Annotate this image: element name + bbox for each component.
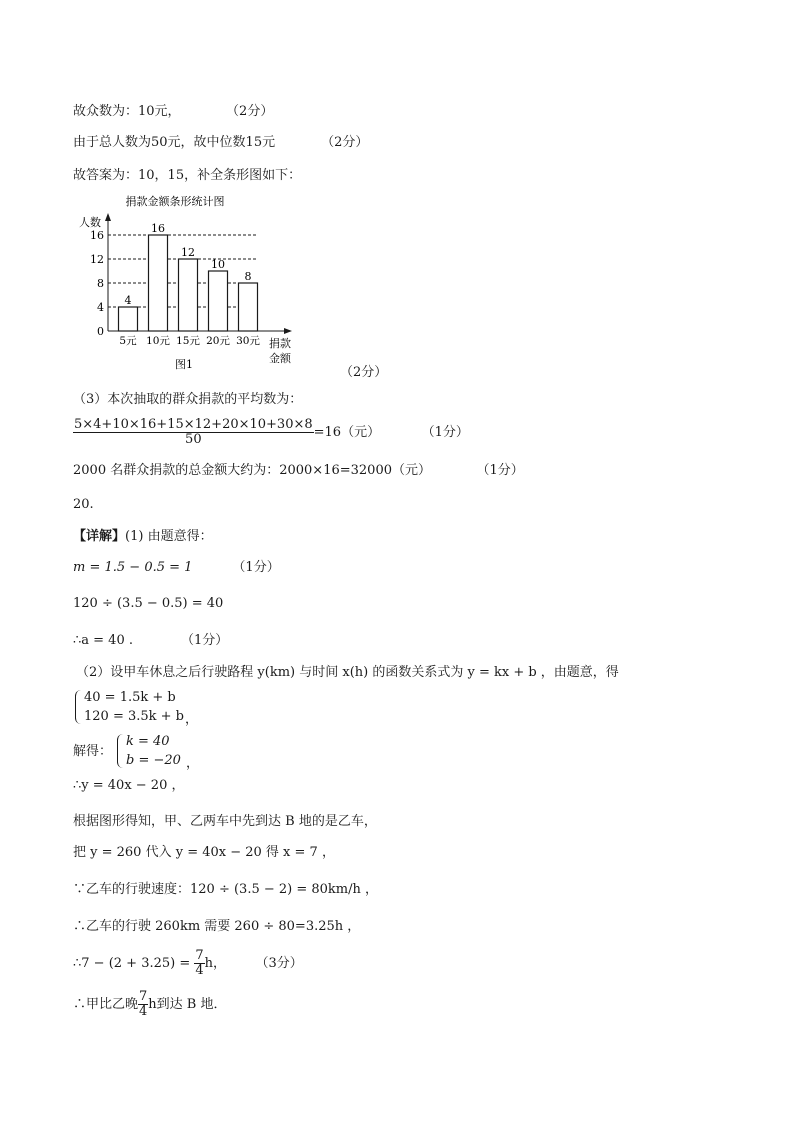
substitute-line: 把 y = 260 代入 y = 40x − 20 得 x = 7 ， [73, 845, 335, 860]
total-text: 2000 名群众捐款的总金额大约为：2000×16=32000（元） [73, 463, 431, 478]
m-text: m = 1.5 − 0.5 = 1 [73, 560, 193, 575]
system1-row2: 120 = 3.5k + b [84, 709, 185, 724]
conclusion-fraction [138, 990, 148, 1019]
chart-title: 捐款金额条形统计图 [125, 195, 225, 208]
a-score: （1分） [181, 633, 229, 648]
x-tick-label: 10元 [146, 335, 170, 347]
part2-intro-line: （2）设甲车休息之后行驶路程 y(km) 与时间 x(h) 的函数关系式为 y = kx + b ，由题意，得 [76, 665, 619, 680]
function-line: ∴y = 40x − 20 ， [73, 778, 185, 793]
system2-tail: ， [186, 756, 200, 771]
m-score: （1分） [232, 560, 280, 575]
answer-text: 故答案为：10，15，补全条形图如下： [73, 168, 302, 183]
chart-score: （2分） [340, 365, 388, 380]
x-tick-label: 5元 [119, 335, 137, 347]
bar-value-label: 16 [151, 222, 165, 235]
y-tick-label: 4 [97, 301, 104, 314]
a-calc-line: 120 ÷ (3.5 − 0.5) = 40 [73, 596, 224, 611]
x-tick-label: 20元 [206, 335, 230, 347]
conclusion-num: 7 [139, 989, 148, 1004]
bar-value-label: 10 [211, 258, 225, 271]
y-tick-label: 0 [97, 325, 104, 338]
total-line [73, 463, 524, 479]
x-axis-arrow [284, 328, 292, 334]
system1-row1: 40 = 1.5k + b [84, 690, 176, 705]
bar-value-label: 8 [244, 270, 252, 283]
question-number: 20. [73, 497, 94, 512]
system1-tail: ， [185, 712, 199, 727]
diff-post: h， [204, 956, 227, 971]
y-tick-label: 12 [90, 253, 104, 266]
x-tick-label: 30元 [236, 335, 260, 347]
figure-caption: 图1 [175, 358, 193, 370]
mean-score: （1分） [428, 425, 469, 440]
y-tick-label: 8 [97, 277, 104, 290]
bar-value-label: 12 [181, 246, 195, 259]
a-text: ∴a = 40 . [73, 633, 133, 648]
a-line [73, 633, 228, 649]
mean-intro-line [73, 392, 302, 408]
mean-denominator: 50 [185, 432, 202, 447]
solve-label: 解得： [73, 744, 113, 759]
system2-row2: b = −20 [126, 753, 181, 768]
detail-text: (1) 由题意得： [125, 529, 213, 544]
diff-num: 7 [195, 948, 204, 963]
system2-brace [117, 734, 123, 768]
conclusion-pre: ∴甲比乙晚 [73, 997, 139, 1012]
system2-row1: k = 40 [126, 734, 170, 749]
bar [239, 283, 258, 331]
diff-line [73, 949, 303, 978]
median-score: （2分） [321, 135, 369, 150]
x-axis-label-1: 捐款 [269, 337, 291, 350]
x-tick-label: 15元 [176, 335, 200, 347]
median-text: 由于总人数为50元，故中位数15元 [73, 135, 276, 150]
system1-brace [75, 690, 81, 724]
bar [149, 235, 168, 331]
bar [209, 271, 228, 331]
diff-score: （3分） [262, 956, 303, 971]
bar [119, 307, 138, 331]
mode-line [73, 104, 273, 120]
answer-line [73, 168, 301, 184]
bar-value-label: 4 [124, 294, 132, 307]
y-axis-label: 人数 [79, 216, 101, 229]
speed-line: ∵乙车的行驶速度：120 ÷ (3.5 − 2) = 80km/h ， [73, 882, 379, 897]
time-line: ∴乙车的行驶 260km 需要 260 ÷ 80=3.25h ， [73, 919, 361, 934]
y-tick-label: 16 [90, 229, 104, 242]
conclusion-line [73, 990, 227, 1019]
first-arrival-line: 根据图形得知，甲、乙两车中先到达 B 地的是乙车， [73, 814, 377, 829]
detail-bracket: 【详解】 [73, 529, 126, 544]
y-axis-arrow [105, 213, 111, 221]
total-score: （1分） [482, 463, 524, 478]
mean-numerator: 5×4+10×16+15×12+20×10+30×8 [74, 417, 313, 432]
mode-score: （2分） [232, 104, 274, 119]
mean-intro-text: （3）本次抽取的群众捐款的平均数为： [73, 392, 303, 407]
mean-formula-line [73, 418, 469, 447]
bar-chart [70, 190, 310, 370]
mean-fraction [73, 418, 314, 447]
diff-fraction [194, 949, 204, 978]
x-axis-label-2: 金额 [269, 352, 291, 365]
conclusion-den: 4 [139, 1004, 148, 1019]
conclusion-post: h到达 B 地． [148, 997, 227, 1012]
median-line [73, 135, 368, 151]
detail-line [73, 529, 213, 545]
mode-text: 故众数为：10元， [73, 104, 181, 119]
mean-result: =16（元） [313, 425, 381, 440]
bar [179, 259, 198, 331]
m-line [73, 560, 280, 576]
diff-den: 4 [195, 963, 204, 978]
diff-pre: ∴7 − (2 + 3.25) = [73, 956, 195, 971]
